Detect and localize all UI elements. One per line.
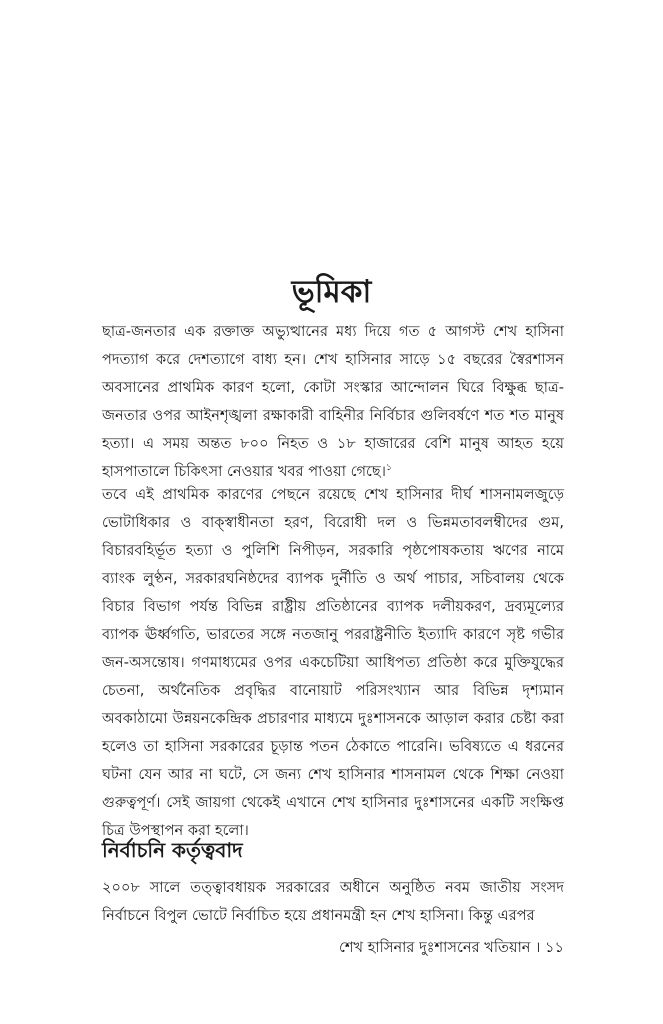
intro-paragraph-1 [102,318,564,486]
footer-separator: । [535,939,541,956]
paragraph-text: ছাত্র-জনতার এক রক্তাক্ত অভ্যুত্থানের মধ্য দিয়ে গত ৫ আগস্ট শেখ হাসিনা পদত্যাগ করে দেশত্যাগে বাধ্য হন। শেখ হাসিনার সাড়ে ১৫ বছরের স্বৈরশাসন অবসানের প্রাথমিক কারণ হলো, কোটা সংস্কার আন্দোলন ঘিরে বিক্ষুব্ধ ছাত্র-জনতার ওপর আইনশৃঙ্খলা রক্ষাকারী বাহিনীর নির্বিচার গুলিবর্ষণে শত শত মানুষ হত্যা। এ সময় অন্তত ৮০০ নিহত ও ১৮ হাজারের বেশি মানুষ আহত হয়ে হাসপাতালে চিকিৎসা নেওয়ার খবর পাওয়া গেছে। [102,323,564,480]
paragraph-text: তবে এই প্রাথমিক কারণের পেছনে রয়েছে শেখ হাসিনার দীর্ঘ শাসনামলজুড়ে ভোটাধিকার ও বাক্স্বাধীনতা হরণ, বিরোধী দল ও ভিন্নমতাবলম্বীদের গুম, বিচারবহির্ভূত হত্যা ও পুলিশি নিপীড়ন, সরকারি পৃষ্ঠপোষকতায় ঋণের নামে ব্যাংক লুণ্ঠন, সরকারঘনিষ্ঠদের ব্যাপক দুর্নীতি ও অর্থ পাচার, সচিবালয় থেকে বিচার বিভাগ পর্যন্ত বিভিন্ন রাষ্ট্রীয় প্রতিষ্ঠানের ব্যাপক দলীয়করণ, দ্রব্যমূল্যের ব্যাপক ঊর্ধ্বগতি, ভারতের সঙ্গে নতজানু পররাষ্ট্রনীতি ইত্যাদি কারণে সৃষ্ট গভীর জন-অসন্তোষ। গণমাধ্যমের ওপর একচেটিয়া আধিপত্য প্রতিষ্ঠা করে মুক্তিযুদ্ধের চেতনা, অর্থনৈতিক প্রবৃদ্ধির বানোয়াট পরিসংখ্যান আর বিভিন্ন দৃশ্যমান অবকাঠামো উন্নয়নকেন্দ্রিক প্রচারণার মাধ্যমে দুঃশাসনকে আড়াল করার চেষ্টা করা হলেও তা হাসিনা সরকারের চূড়ান্ত পতন ঠেকাতে পারেনি। ভবিষ্যতে এ ধরনের ঘটনা যেন আর না ঘটে, সে জন্য শেখ হাসিনার শাসনামল থেকে শিক্ষা নেওয়া গুরুত্বপূর্ণ। সেই জায়গা থেকেই এখানে শেখ হাসিনার দুঃশাসনের একটি সংক্ষিপ্ত চিত্র উপস্থাপন করা হলো। [102,486,564,839]
paragraph-text: ২০০৮ সালে তত্ত্বাবধায়ক সরকারের অধীনে অনুষ্ঠিত নবম জাতীয় সংসদ নির্বাচনে বিপুল ভোটে নির্বাচিত হয়ে প্রধানমন্ত্রী হন শেখ হাসিনা। কিন্তু এরপর [102,879,564,924]
section-paragraph [102,874,564,930]
running-title: শেখ হাসিনার দুঃশাসনের খতিয়ান [338,939,531,956]
page-footer [339,935,564,961]
footnote-marker[interactable]: ১ [386,463,392,474]
page-number: ১১ [545,939,564,956]
intro-paragraph-2 [102,481,564,845]
section-heading: নির্বাচনি কর্তৃত্ববাদ [102,838,243,862]
page-title: ভূমিকা [291,274,372,310]
